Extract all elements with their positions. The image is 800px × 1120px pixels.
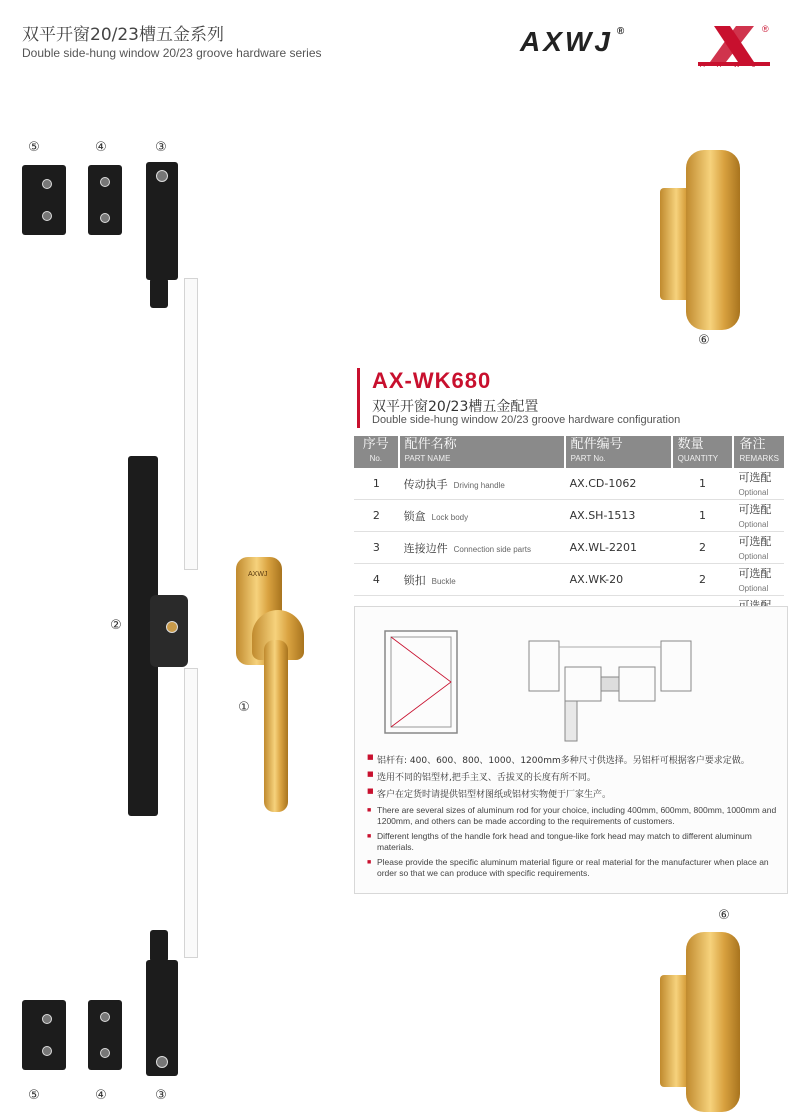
notes-cn-list <box>367 753 782 804</box>
remark-en: Optional <box>738 520 769 529</box>
page-title-cn: 双平开窗20/23槽五金系列 <box>22 25 224 45</box>
callout-3-bottom: ③ <box>155 1088 167 1103</box>
remark-cn: 可选配 <box>738 535 772 548</box>
col-no: 序号 No. <box>354 436 399 468</box>
col-remarks: 备注 REMARKS <box>733 436 784 468</box>
callout-5-top: ⑤ <box>28 140 40 155</box>
cell-no: 4 <box>354 564 399 596</box>
part-name-en: Lock body <box>431 512 469 522</box>
cell-qty: 1 <box>672 500 734 532</box>
cell-part-no: AX.CD-1062 <box>565 468 672 500</box>
part-name-en: Connection side parts <box>453 544 532 554</box>
registered-mark: ® <box>616 26 628 37</box>
callout-2: ② <box>110 618 122 633</box>
cell-no: 3 <box>354 532 399 564</box>
cell-part-name <box>399 532 565 564</box>
lock-box-image <box>150 595 188 667</box>
note-cn-item: ■ 铝杆有: 400、600、800、1000、1200mm多种尺寸供选择。另铝杆可根据客户要求定做。 <box>367 753 782 766</box>
table-row <box>354 500 784 532</box>
handle-label: AXWJ <box>248 571 268 578</box>
cell-part-name <box>399 564 565 596</box>
svg-text:®: ® <box>762 24 769 34</box>
table-row <box>354 468 784 500</box>
table-row <box>354 532 784 564</box>
remark-en: Optional <box>738 552 769 561</box>
note-en-item: ■ Please provide the specific aluminum material figure or real material for the manufacturer when place an order so that we can produce with specific requirements. <box>367 857 782 879</box>
hinge-barrel-bottom-image <box>686 932 740 1112</box>
cell-qty: 2 <box>672 532 734 564</box>
config-title-en: Double side-hung window 20/23 groove hardware configuration <box>372 414 681 426</box>
brand-name: AXWJ <box>520 26 613 57</box>
note-cn-item: ■ 选用不同的铝型材,把手主叉、舌拔叉的长度有所不同。 <box>367 770 782 783</box>
cell-remark <box>733 500 784 532</box>
col-quantity: 数量 QUANTITY <box>672 436 734 468</box>
cell-no: 1 <box>354 468 399 500</box>
callout-4-top: ④ <box>95 140 107 155</box>
col-part-no: 配件编号 PART No. <box>565 436 672 468</box>
table-row <box>354 564 784 596</box>
cell-part-no: AX.WL-2201 <box>565 532 672 564</box>
aluminum-rod-top-image <box>184 278 198 570</box>
cell-qty: 2 <box>672 564 734 596</box>
callout-6-bottom: ⑥ <box>718 908 730 923</box>
buckle-4-top-image <box>88 165 122 235</box>
connection-tongue-top-image <box>150 278 168 308</box>
part-name-cn: 传动执手 <box>403 477 448 491</box>
brand-wordmark <box>520 26 627 58</box>
callout-3-top: ③ <box>155 140 167 155</box>
handle-grip-image <box>264 640 288 812</box>
buckle-5-bottom-image <box>22 1000 66 1070</box>
page-title-en: Double side-hung window 20/23 groove hardware series <box>22 46 322 60</box>
table-header-row <box>354 436 784 468</box>
profile-section-diagram <box>525 627 695 747</box>
remark-en: Optional <box>738 488 769 497</box>
cell-remark <box>733 468 784 500</box>
callout-6-top: ⑥ <box>698 333 710 348</box>
connection-tongue-bottom-image <box>150 930 168 962</box>
cell-part-no: AX.SH-1513 <box>565 500 672 532</box>
cell-no: 2 <box>354 500 399 532</box>
notes-en-list <box>367 805 782 883</box>
part-name-en: Driving handle <box>453 480 505 490</box>
logo-letters: AXWJ <box>700 62 768 69</box>
buckle-5-top-image <box>22 165 66 235</box>
model-number: AX-WK680 <box>372 368 492 393</box>
connection-part-3-bottom-image <box>146 960 178 1076</box>
connection-part-3-top-image <box>146 162 178 280</box>
note-en-item: ■ Different lengths of the handle fork head and tongue-like fork head may match to different aluminum materials. <box>367 831 782 853</box>
callout-4-bottom: ④ <box>95 1088 107 1103</box>
cell-qty: 1 <box>672 468 734 500</box>
aluminum-rod-bottom-image <box>184 668 198 958</box>
buckle-4-bottom-image <box>88 1000 122 1070</box>
cell-remark <box>733 532 784 564</box>
accent-bar <box>357 368 360 428</box>
part-name-en: Buckle <box>431 576 456 586</box>
callout-1: ① <box>238 700 250 715</box>
config-title-cn: 双平开窗20/23槽五金配置 <box>372 399 539 415</box>
notes-panel <box>354 606 788 894</box>
cell-part-no: AX.WK-20 <box>565 564 672 596</box>
part-name-cn: 锁盒 <box>403 509 426 523</box>
window-elevation-diagram <box>383 629 459 735</box>
remark-cn: 可选配 <box>738 503 772 516</box>
remark-cn: 可选配 <box>738 471 772 484</box>
part-name-cn: 连接边件 <box>403 541 448 555</box>
callout-5-bottom: ⑤ <box>28 1088 40 1103</box>
remark-en: Optional <box>738 584 769 593</box>
col-part-name: 配件名称 PART NAME <box>399 436 565 468</box>
hinge-barrel-top-image <box>686 150 740 330</box>
note-cn-item: ■ 客户在定货时请提供铝型材图纸或铝材实物便于厂家生产。 <box>367 787 782 800</box>
part-name-cn: 锁扣 <box>403 573 426 587</box>
cell-part-name <box>399 468 565 500</box>
note-en-item: ■ There are several sizes of aluminum rod for your choice, including 400mm, 600mm, 800mm, 1000mm and 1200mm, and others can be made according to the requirements of customers. <box>367 805 782 827</box>
cell-remark <box>733 564 784 596</box>
remark-cn: 可选配 <box>738 567 772 580</box>
cell-part-name <box>399 500 565 532</box>
